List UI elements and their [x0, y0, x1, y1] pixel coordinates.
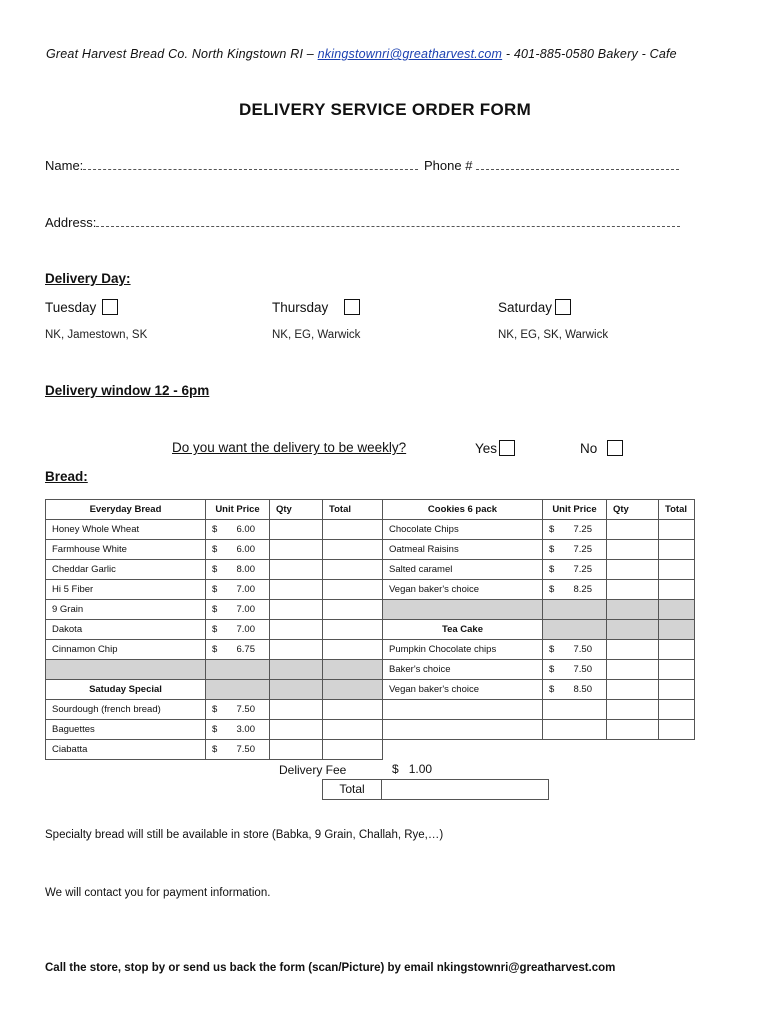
- col-header: Unit Price: [206, 500, 270, 520]
- thursday-areas: NK, EG, Warwick: [272, 329, 361, 341]
- col-header: Qty: [270, 500, 323, 520]
- total-cell[interactable]: [323, 620, 383, 640]
- unit-price-cell: [206, 740, 270, 760]
- bread-heading: Bread:: [45, 469, 88, 484]
- shaded-cell: [543, 600, 607, 620]
- unit-price-value: 6.00: [236, 544, 255, 555]
- address-line[interactable]: [96, 216, 680, 227]
- qty-cell[interactable]: [607, 580, 659, 600]
- section-heading-cell: Tea Cake: [383, 620, 543, 640]
- qty-cell[interactable]: [270, 520, 323, 540]
- shaded-cell: [270, 680, 323, 700]
- col-header: Total: [323, 500, 383, 520]
- unit-price-value: 7.25: [573, 544, 592, 555]
- shaded-cell: [659, 620, 695, 640]
- empty-cell: [383, 720, 543, 740]
- unit-price-value: 7.50: [236, 704, 255, 715]
- shaded-cell: [46, 660, 206, 680]
- qty-cell[interactable]: [270, 740, 323, 760]
- col-header: Qty: [607, 500, 659, 520]
- payment-note: We will contact you for payment information.: [45, 887, 271, 899]
- empty-cell: [659, 700, 695, 720]
- table-row: [46, 700, 695, 720]
- weekly-no[interactable]: [580, 440, 623, 456]
- shaded-cell: [543, 620, 607, 640]
- empty-cell: [543, 720, 607, 740]
- currency-symbol: $: [212, 644, 218, 655]
- item-name-cell: Baguettes: [46, 720, 206, 740]
- unit-price-value: 7.00: [236, 604, 255, 615]
- unit-price-cell: [206, 580, 270, 600]
- table-row: [46, 600, 695, 620]
- tuesday-areas: NK, Jamestown, SK: [45, 329, 148, 341]
- day-saturday[interactable]: [498, 299, 571, 315]
- shaded-cell: [323, 660, 383, 680]
- qty-cell[interactable]: [270, 700, 323, 720]
- name-line[interactable]: [83, 159, 418, 170]
- qty-cell[interactable]: [270, 540, 323, 560]
- total-cell[interactable]: [323, 700, 383, 720]
- delivery-fee-value: [392, 762, 432, 776]
- blank-cell: [383, 740, 695, 760]
- col-header: Cookies 6 pack: [383, 500, 543, 520]
- table-row: [46, 720, 695, 740]
- shaded-cell: [607, 600, 659, 620]
- qty-cell[interactable]: [270, 580, 323, 600]
- unit-price-cell: [206, 700, 270, 720]
- total-cell[interactable]: [323, 580, 383, 600]
- currency-symbol: $: [212, 724, 218, 735]
- day-tuesday[interactable]: [45, 299, 118, 315]
- item-name-cell: Ciabatta: [46, 740, 206, 760]
- shaded-cell: [206, 680, 270, 700]
- table-row: [46, 580, 695, 600]
- unit-price-value: 7.50: [236, 744, 255, 755]
- shaded-cell: [323, 680, 383, 700]
- table-header-row: [46, 500, 695, 520]
- grand-total-box[interactable]: [322, 779, 549, 800]
- col-header: Everyday Bread: [46, 500, 206, 520]
- total-cell[interactable]: [323, 520, 383, 540]
- day-thursday-checkbox[interactable]: [344, 299, 360, 315]
- unit-price-cell: [206, 560, 270, 580]
- weekly-question: Do you want the delivery to be weekly?: [172, 440, 407, 455]
- weekly-no-checkbox[interactable]: [607, 440, 623, 456]
- currency-symbol: $: [212, 544, 218, 555]
- unit-price-cell: [543, 580, 607, 600]
- currency-symbol: $: [212, 604, 218, 615]
- unit-price-cell: [206, 720, 270, 740]
- qty-cell[interactable]: [607, 640, 659, 660]
- item-name-cell: Salted caramel: [383, 560, 543, 580]
- item-name-cell: Farmhouse White: [46, 540, 206, 560]
- item-name-cell: 9 Grain: [46, 600, 206, 620]
- total-cell[interactable]: [323, 740, 383, 760]
- shaded-cell: [607, 620, 659, 640]
- day-tuesday-checkbox[interactable]: [102, 299, 118, 315]
- item-name-cell: Hi 5 Fiber: [46, 580, 206, 600]
- currency-symbol: $: [212, 564, 218, 575]
- item-name-cell: Baker's choice: [383, 660, 543, 680]
- unit-price-value: 3.00: [236, 724, 255, 735]
- specialty-note: Specialty bread will still be available in store (Babka, 9 Grain, Challah, Rye,…): [45, 829, 444, 841]
- delivery-fee-amount: 1.00: [408, 762, 433, 776]
- shaded-cell: [383, 600, 543, 620]
- unit-price-cell: [543, 660, 607, 680]
- address-label: Address:: [45, 215, 97, 230]
- total-cell[interactable]: [659, 640, 695, 660]
- unit-price-value: 7.50: [573, 664, 592, 675]
- currency-symbol: $: [212, 584, 218, 595]
- qty-cell[interactable]: [607, 520, 659, 540]
- header-email-link[interactable]: nkingstownri@greatharvest.com: [317, 47, 503, 61]
- form-title: DELIVERY SERVICE ORDER FORM: [238, 100, 532, 119]
- qty-cell[interactable]: [270, 720, 323, 740]
- weekly-yes[interactable]: [475, 440, 515, 456]
- header-suffix: - 401-885-0580 Bakery - Cafe: [502, 47, 677, 61]
- unit-price-cell: [206, 520, 270, 540]
- qty-cell[interactable]: [270, 640, 323, 660]
- unit-price-value: 6.00: [236, 524, 255, 535]
- unit-price-value: 8.50: [573, 684, 592, 695]
- table-row: [46, 640, 695, 660]
- unit-price-cell: [206, 600, 270, 620]
- total-cell[interactable]: [659, 580, 695, 600]
- unit-price-value: 7.00: [236, 584, 255, 595]
- currency-symbol: $: [549, 564, 555, 575]
- empty-cell: [659, 720, 695, 740]
- table-row: [46, 740, 695, 760]
- table-row: [46, 620, 695, 640]
- unit-price-cell: [206, 620, 270, 640]
- unit-price-value: 8.25: [573, 584, 592, 595]
- order-table: [45, 499, 695, 760]
- phone-label: Phone #: [424, 158, 473, 173]
- item-name-cell: Pumpkin Chocolate chips: [383, 640, 543, 660]
- table-row: [46, 560, 695, 580]
- shaded-cell: [270, 660, 323, 680]
- weekly-yes-checkbox[interactable]: [499, 440, 515, 456]
- item-name-cell: Dakota: [46, 620, 206, 640]
- qty-cell[interactable]: [607, 560, 659, 580]
- delivery-fee-label: Delivery Fee: [279, 763, 347, 777]
- table-row: [46, 520, 695, 540]
- unit-price-cell: [206, 540, 270, 560]
- unit-price-value: 7.00: [236, 624, 255, 635]
- unit-price-value: 6.75: [236, 644, 255, 655]
- table-row: [46, 540, 695, 560]
- phone-line[interactable]: [476, 159, 679, 170]
- total-cell[interactable]: [659, 520, 695, 540]
- day-thursday-label: Thursday: [272, 300, 329, 315]
- currency-symbol: $: [549, 644, 555, 655]
- weekly-yes-label: Yes: [475, 441, 498, 456]
- unit-price-cell: [543, 540, 607, 560]
- total-cell[interactable]: [323, 640, 383, 660]
- item-name-cell: Sourdough (french bread): [46, 700, 206, 720]
- total-cell[interactable]: [659, 660, 695, 680]
- total-cell[interactable]: [659, 540, 695, 560]
- name-label: Name:: [45, 158, 84, 173]
- unit-price-value: 8.00: [236, 564, 255, 575]
- contact-note: Call the store, stop by or send us back the form (scan/Picture) by email nkingstownri@greatharvest.com: [45, 962, 616, 974]
- unit-price-value: 7.25: [573, 524, 592, 535]
- total-cell[interactable]: [323, 560, 383, 580]
- empty-cell: [607, 700, 659, 720]
- day-saturday-checkbox[interactable]: [555, 299, 571, 315]
- address-field[interactable]: [45, 215, 680, 230]
- unit-price-value: 7.25: [573, 564, 592, 575]
- day-saturday-label: Saturday: [498, 300, 553, 315]
- unit-price-cell: [543, 520, 607, 540]
- currency-symbol: $: [212, 524, 218, 535]
- header-line: [46, 47, 677, 61]
- saturday-areas: NK, EG, SK, Warwick: [498, 329, 609, 341]
- empty-cell: [543, 700, 607, 720]
- unit-price-cell: [543, 680, 607, 700]
- delivery-day-heading: Delivery Day:: [45, 271, 131, 286]
- qty-cell[interactable]: [607, 540, 659, 560]
- item-name-cell: Cheddar Garlic: [46, 560, 206, 580]
- item-name-cell: Chocolate Chips: [383, 520, 543, 540]
- item-name-cell: Oatmeal Raisins: [383, 540, 543, 560]
- item-name-cell: Honey Whole Wheat: [46, 520, 206, 540]
- table-row: [46, 660, 695, 680]
- grand-total-label: Total: [323, 780, 382, 799]
- unit-price-cell: [543, 640, 607, 660]
- empty-cell: [607, 720, 659, 740]
- section-heading-cell: Satuday Special: [46, 680, 206, 700]
- name-field[interactable]: [45, 158, 418, 173]
- empty-cell: [383, 700, 543, 720]
- item-name-cell: Vegan baker's choice: [383, 680, 543, 700]
- currency-symbol: $: [212, 624, 218, 635]
- qty-cell[interactable]: [270, 600, 323, 620]
- col-header: Unit Price: [543, 500, 607, 520]
- delivery-window: Delivery window 12 - 6pm: [45, 383, 210, 398]
- shaded-cell: [659, 600, 695, 620]
- currency-symbol: $: [212, 744, 218, 755]
- currency-symbol: $: [549, 544, 555, 555]
- unit-price-cell: [543, 560, 607, 580]
- currency-symbol: $: [549, 684, 555, 695]
- phone-field[interactable]: [424, 158, 679, 173]
- col-header: Total: [659, 500, 695, 520]
- qty-cell[interactable]: [270, 620, 323, 640]
- total-cell[interactable]: [323, 720, 383, 740]
- qty-cell[interactable]: [270, 560, 323, 580]
- shaded-cell: [206, 660, 270, 680]
- currency-symbol: $: [549, 664, 555, 675]
- table-row: [46, 680, 695, 700]
- weekly-no-label: No: [580, 441, 598, 456]
- item-name-cell: Cinnamon Chip: [46, 640, 206, 660]
- currency-symbol: $: [549, 524, 555, 535]
- currency-symbol: $: [549, 584, 555, 595]
- qty-cell[interactable]: [607, 660, 659, 680]
- item-name-cell: Vegan baker's choice: [383, 580, 543, 600]
- qty-cell[interactable]: [607, 680, 659, 700]
- header-prefix: Great Harvest Bread Co. North Kingstown RI –: [46, 47, 318, 61]
- unit-price-value: 7.50: [573, 644, 592, 655]
- total-cell[interactable]: [659, 560, 695, 580]
- day-thursday[interactable]: [272, 299, 360, 315]
- total-cell[interactable]: [323, 600, 383, 620]
- unit-price-cell: [206, 640, 270, 660]
- day-tuesday-label: Tuesday: [45, 300, 97, 315]
- total-cell[interactable]: [323, 540, 383, 560]
- total-cell[interactable]: [659, 680, 695, 700]
- delivery-fee-currency: $: [392, 762, 399, 776]
- currency-symbol: $: [212, 704, 218, 715]
